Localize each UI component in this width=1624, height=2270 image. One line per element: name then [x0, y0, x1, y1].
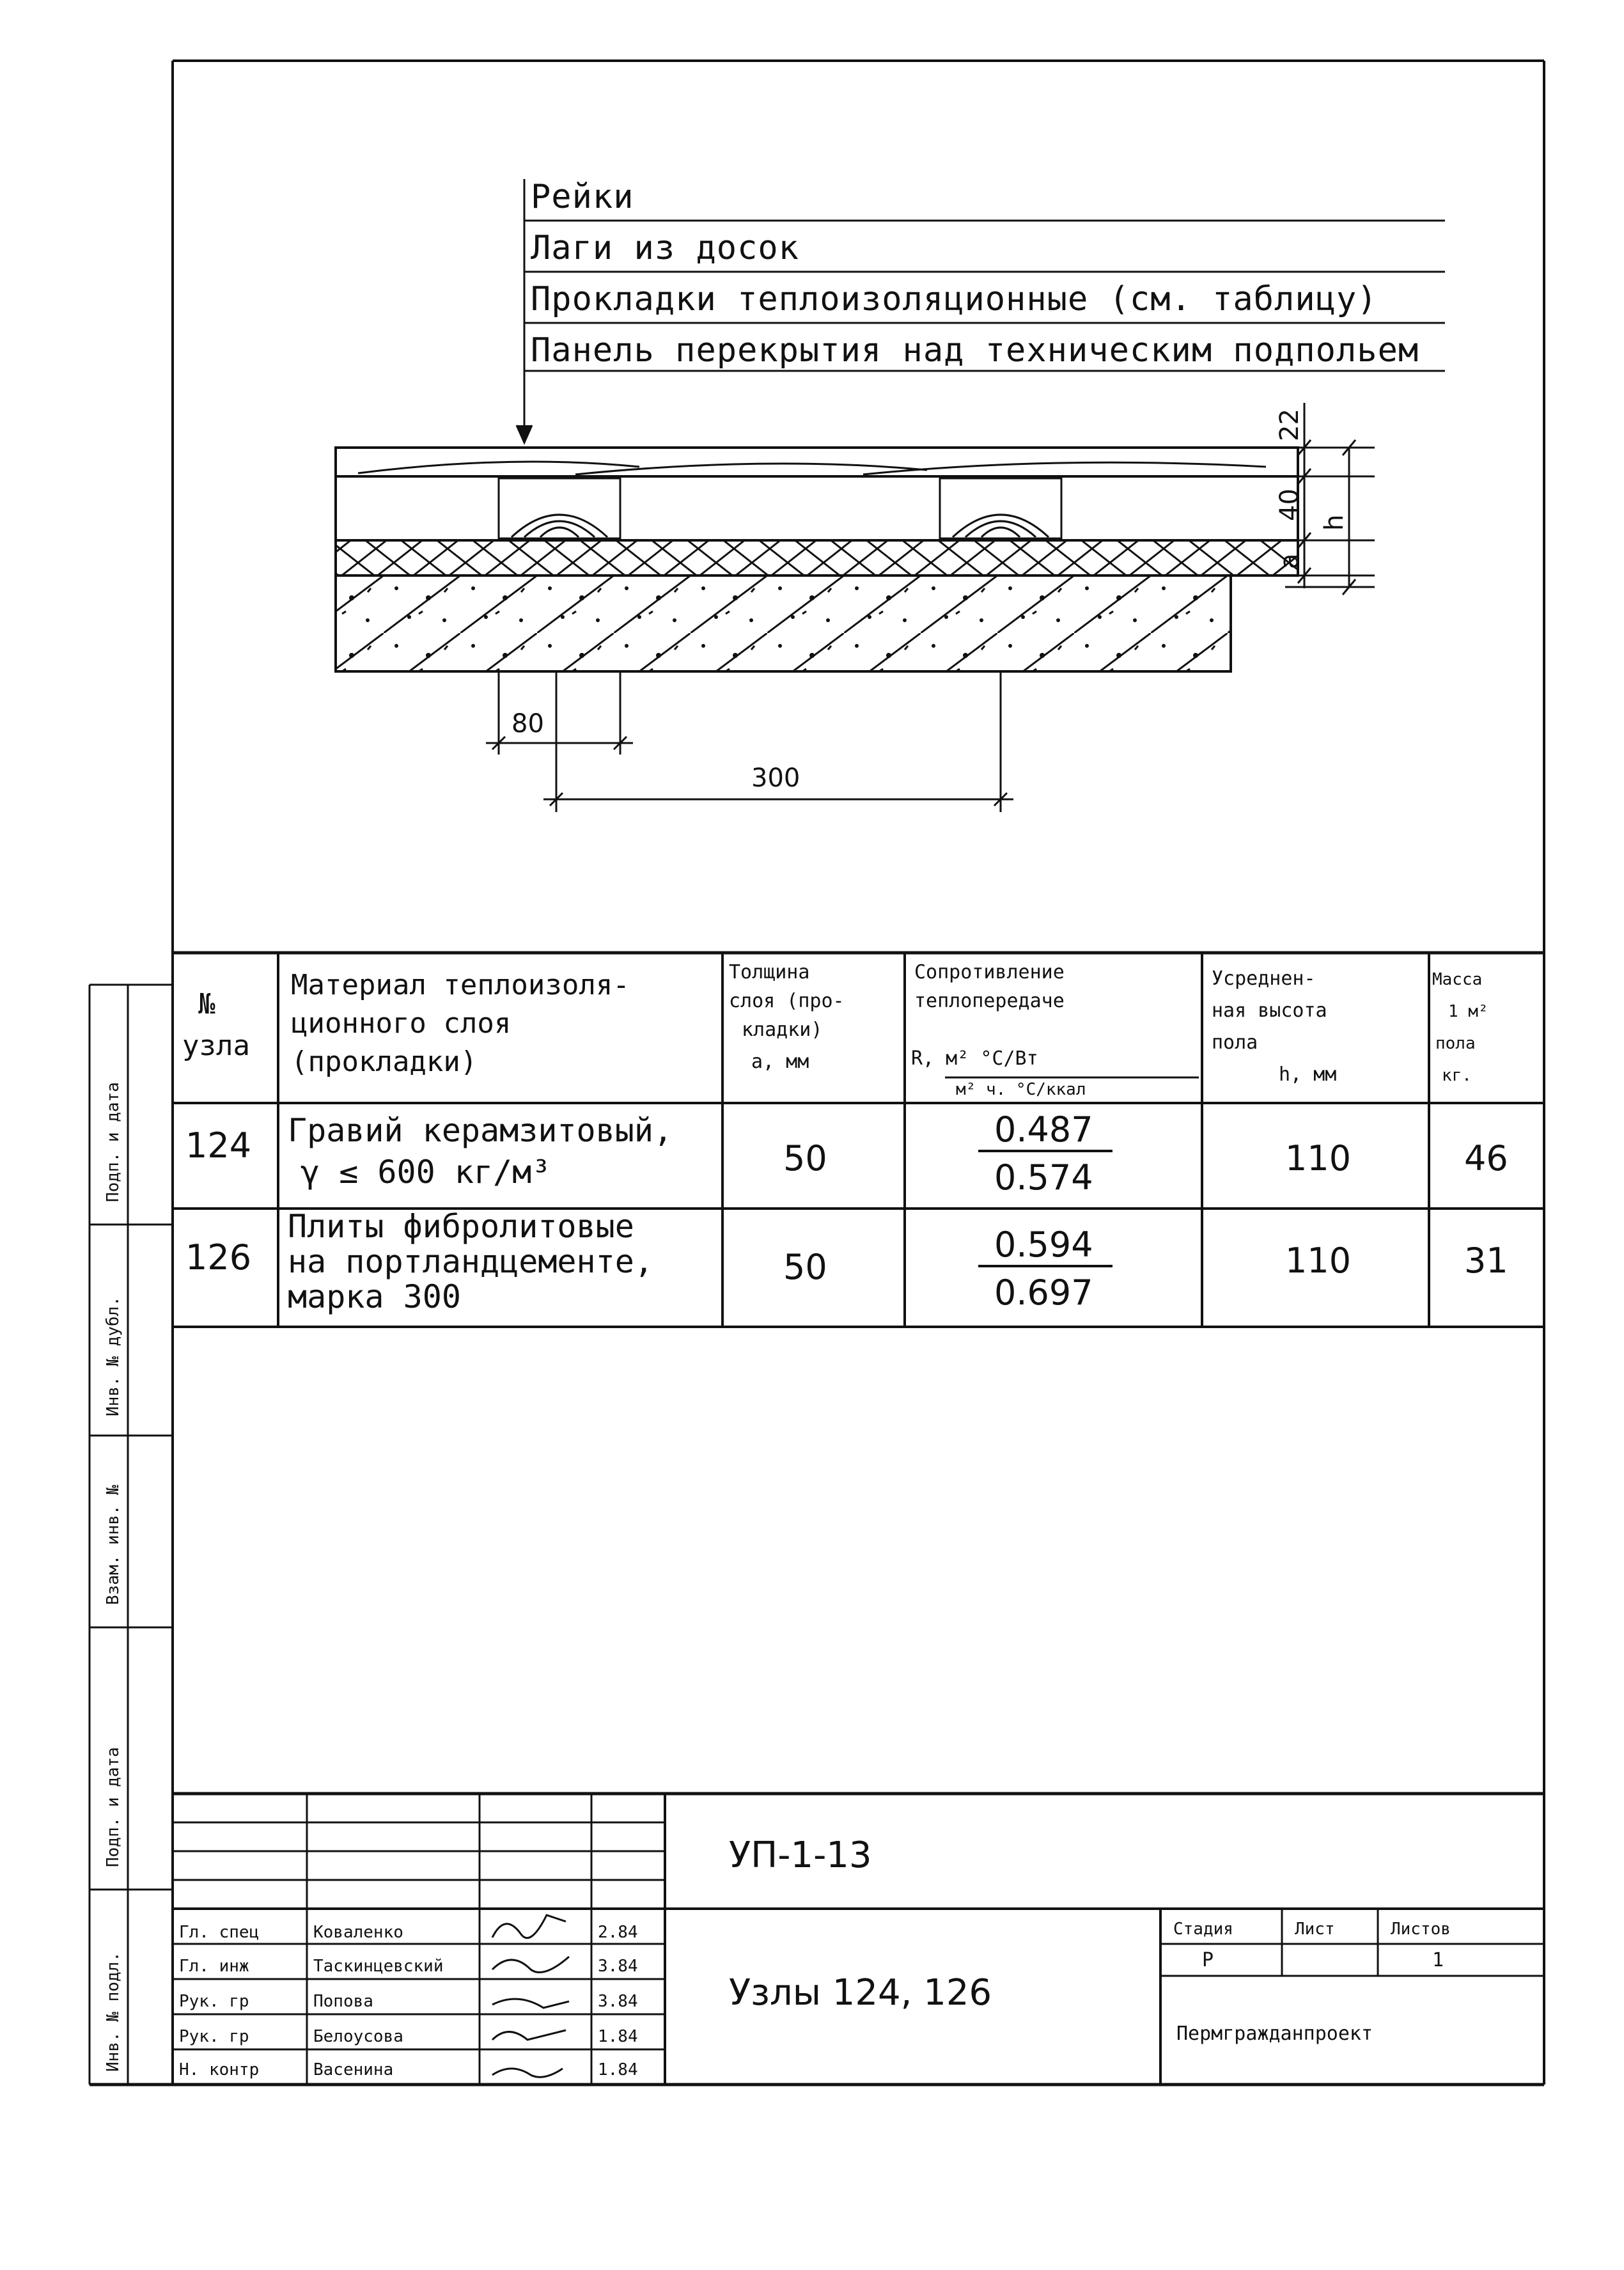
th-height-4: h, мм — [1279, 1063, 1337, 1086]
dim-joist: 40 — [1275, 489, 1304, 521]
th-material-1: Материал теплоизоля- — [291, 969, 630, 1001]
sig-date-1: 2.84 — [598, 1923, 638, 1942]
table-row — [185, 1109, 1508, 1198]
th-material-3: (прокладки) — [291, 1045, 478, 1078]
th-height-3: пола — [1212, 1031, 1258, 1054]
sig-name-1: Коваленко — [313, 1923, 403, 1942]
organization: Пермгражданпроект — [1176, 2023, 1373, 2045]
stamp-inv-dup: Инв. № дубл. — [104, 1296, 123, 1416]
dim-spacing: 300 — [751, 763, 800, 793]
side-stamp — [90, 985, 173, 2085]
sheets-value: 1 — [1432, 1949, 1444, 1971]
th-thickness-2: слоя (про- — [729, 990, 845, 1012]
th-node-2: узла — [182, 1029, 250, 1062]
row1-r-bottom: 0.574 — [994, 1157, 1093, 1198]
table-row — [185, 1208, 1508, 1315]
stage-value: Р — [1202, 1949, 1214, 1971]
th-thickness-1: Толщина — [729, 961, 810, 983]
dim-top-layer: 22 — [1275, 409, 1304, 441]
th-thickness-3: кладки) — [742, 1019, 823, 1041]
row1-r-top: 0.487 — [994, 1109, 1093, 1150]
row2-r-top: 0.594 — [994, 1225, 1093, 1265]
th-mass-2: 1 м² — [1448, 1002, 1488, 1021]
th-mass-4: кг. — [1442, 1066, 1472, 1085]
th-height-2: ная высота — [1212, 999, 1327, 1022]
th-resistance-3: R, м² °С/Вт — [911, 1047, 1038, 1070]
th-material-2: ционного слоя — [291, 1007, 511, 1040]
sig-date-2: 3.84 — [598, 1957, 638, 1976]
dim-width: 80 — [511, 709, 544, 739]
sig-role-5: Н. контр — [179, 2060, 260, 2079]
row2-material-1: Плиты фибролитовые — [288, 1208, 634, 1245]
sig-role-2: Гл. инж — [179, 1957, 249, 1976]
stamp-sign-date-1: Подп. и дата — [104, 1082, 123, 1202]
th-height-1: Усреднен- — [1212, 967, 1316, 990]
row2-material-2: на портландцементе, — [288, 1243, 653, 1280]
sig-role-1: Гл. спец — [179, 1923, 260, 1942]
label-rails: Рейки — [531, 178, 634, 216]
th-resistance-4: м² ч. °С/ккал — [956, 1080, 1086, 1099]
sig-name-3: Попова — [313, 1992, 373, 2011]
doc-code: УП-1-13 — [729, 1835, 872, 1876]
stamp-inv-sub: Инв. № подл. — [104, 1952, 123, 2072]
label-panel: Панель перекрытия над техническим подпольем — [531, 331, 1419, 370]
row1-height: 110 — [1285, 1138, 1352, 1178]
signature-scribbles — [492, 1915, 569, 2077]
row2-height: 110 — [1285, 1241, 1352, 1281]
th-resistance-2: теплопередаче — [914, 990, 1065, 1012]
row1-thickness: 50 — [783, 1138, 827, 1178]
sig-name-5: Васенина — [313, 2060, 394, 2079]
row1-mass: 46 — [1464, 1138, 1508, 1178]
sig-role-4: Рук. гр — [179, 2027, 249, 2046]
joist-left — [499, 478, 620, 538]
dim-height: h — [1320, 514, 1349, 531]
col-sheet: Лист — [1295, 1920, 1335, 1939]
row1-material-1: Гравий керамзитовый, — [288, 1112, 673, 1149]
row2-r-bottom: 0.697 — [994, 1272, 1093, 1313]
row2-node: 126 — [185, 1237, 252, 1278]
row2-material-3: марка 300 — [288, 1278, 461, 1315]
horizontal-dims — [486, 671, 1013, 812]
joist-right — [940, 478, 1061, 538]
sig-name-2: Таскинцевский — [313, 1957, 444, 1976]
row1-node: 124 — [185, 1125, 252, 1166]
th-thickness-4: a, мм — [751, 1051, 809, 1073]
col-stage: Стадия — [1173, 1920, 1233, 1939]
th-mass-1: Масса — [1432, 970, 1483, 989]
col-sheets: Листов — [1391, 1920, 1451, 1939]
sig-date-4: 1.84 — [598, 2027, 638, 2046]
sig-date-3: 3.84 — [598, 1992, 638, 2011]
label-pads: Прокладки теплоизоляционные (см. таблицу) — [531, 280, 1378, 318]
sig-name-4: Белоусова — [313, 2027, 403, 2046]
signatures — [179, 1923, 638, 2079]
stamp-sign-date-2: Подп. и дата — [104, 1747, 123, 1867]
sig-role-3: Рук. гр — [179, 1992, 249, 2011]
stamp-replace-inv: Взам. инв. № — [104, 1485, 123, 1605]
row2-mass: 31 — [1464, 1241, 1508, 1281]
th-resistance-1: Сопротивление — [914, 961, 1065, 983]
th-mass-3: пола — [1435, 1034, 1476, 1053]
floor-section — [336, 448, 1298, 671]
label-joists: Лаги из досок — [531, 229, 799, 267]
dim-pad: a — [1275, 553, 1304, 569]
doc-title: Узлы 124, 126 — [729, 1972, 992, 2014]
th-node-1: № — [198, 988, 215, 1021]
sig-date-5: 1.84 — [598, 2060, 638, 2079]
row1-material-2: γ ≤ 600 кг/м³ — [301, 1154, 551, 1191]
row2-thickness: 50 — [783, 1247, 827, 1287]
